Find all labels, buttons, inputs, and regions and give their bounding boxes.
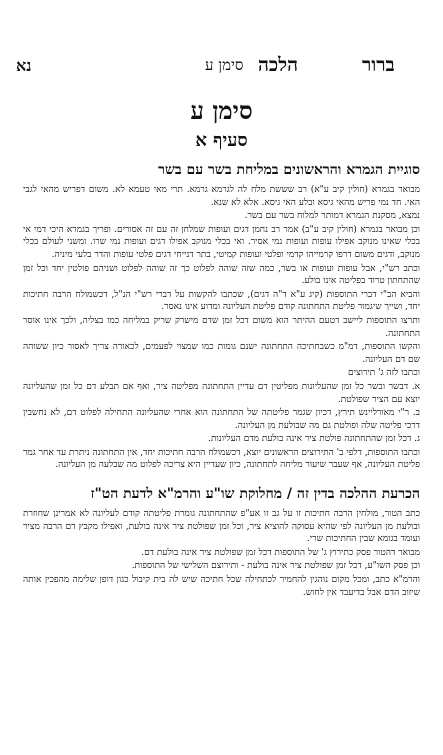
section-heading: סוגיית הגמרא והראשונים במליחת בשר עם בשר — [158, 162, 420, 178]
paragraph: וכתבו התוספות, דלפי ב' התירוצים הראשונים יוצא, דכשמולח הרבה חתיכות יחד, אין התחתונה ניתרת עד אחר גמר פליטת העליונה, אף שעבר שיעור מליחה לתחתונה, כיון שעדיין היא צריכה לפלוט מה שבלעה מן העליונה. — [23, 447, 420, 471]
running-head — [0, 56, 443, 82]
paragraph: והקשו התוספות, דמ"מ כשבחתיכה התחתונה ישנם גומות כמו שמצוי לפעמים, לכאורה צריך לאסור כיון ששוהה שם דם העליונה. — [23, 342, 420, 365]
paragraph: כתב הטור, מולחין הרבה חתיכות זו על גב זו אע"פ שהתחתונה גומרת פליטתה קודם לעליונה לא אמרינן שחוזרת ובולעת מן העליונה לפי שהיא עסוקה להוציא ציר, וכל זמן שפולטת ציר אינה בולעת, ואפילו מקבץ דם הרבה מציר ועומד בגומא שבין החתיכות שרי. — [23, 509, 420, 545]
running-head-halacha: הלכה — [258, 54, 299, 76]
paragraph: ב. ר"י מאורליינש תירץ, דכיון שגמר פליטתה של התחתונה הוא אחרי שהעליונה התחילה לפלוט דם, לא נחשבין דרכי פליטה שלה ופולטת גם מה שבולעת מן העליונה. — [23, 408, 420, 431]
paragraph: וכתב רש"י, אבל עופות ועופות או בשר, כמה שזה שוהה לפלוט כך זה שוהה לפלוט ושניהם פולטין יחד וכל זמן שהתחתון טרוד בפליטה אינו בולע. — [23, 263, 420, 287]
paragraph: וכן פסק השו"ע, דכל זמן שפולטת ציר אינה בולעת - ותירוצם השלישי של התוספות. — [131, 561, 420, 572]
paragraph: והביא הב"י דברי התוספות (קיג ע"א ד"ה דגים), שכתבו להקשות על דברי רש"י הנ"ל, דכשמולח הרבה חתיכות יחד, ושייך שיגמור פליטת התחתונה קודם פליטת העליונה ומדוע אינו נאסר. — [23, 289, 420, 313]
section-heading: הכרעת ההלכה בדין זה / מחלוקת שו"ע והרמ"א לדעת הט"ז — [90, 486, 420, 503]
paragraph: נמצא, מסקנת הגמרא דמותר למלוח בשר עם בשר. — [244, 211, 420, 222]
paragraph: א. דבשר ובשר כל זמן שהעליונות מפליטין דם עדיין התחתונה מפליטה ציר, ואף אם תבלע דם כל זמן שהעליונה יוצא עם הציר שפולטת. — [23, 381, 420, 405]
page-number: נא — [16, 56, 32, 75]
paragraph: וכן מבואר בגמרא (חולין קיב ע"ב) אמר רב נחמן דגים ועופות שמלחן זה עם זה אסורים. ופריך בגמרא היכי דמי אי בכלי שאינו מנוקב אפילו עופות ועופות נמי אסיר. ואי בכלי מנוקב אפילו דגים ועופות נמי שרו. ומשני לעולם בכלי מנוקב, ודגים משום דרפו קרמייהו קדמי ופלטי ועופות קמיטי, בתר דנייחי דגים פלטי עופות והדר בלעי מיניה. — [23, 224, 420, 260]
paragraph: והרמ"א כתב, ומכל מקום נוהגין להחמיר לכתחילה שכל חתיכה שיש לה בית קיבול כגון דופן שלימה מהפכין אותה שיזוב הדם אבל בדיעבד אין לחוש. — [23, 575, 420, 598]
paragraph: מבואר דהטור פסק כתירוץ ג' של התוספות דכל זמן שפולטת ציר אינה בולעת דם. — [141, 547, 420, 558]
section-subtitle: סעיף א — [195, 130, 248, 151]
paragraph: וכתבו לזה ג' תירוצים — [347, 368, 420, 379]
page-body — [23, 154, 420, 600]
paragraph: ג. דכל זמן שהתחתונה פולטת ציר אינה בולעת מדם העליונות. — [208, 434, 420, 445]
running-head-baruch: ברור — [362, 54, 395, 76]
running-head-siman: סימן ע — [205, 56, 244, 74]
paragraph: מבואר בגמרא (חולין קיב ע"א) רב שששת מלח לה לגרמא גרמא. תרי מאי טעמא לא. משום דפריש מהאי לגבי האי. חד נמי פריש מהאי גיסא ובלע האי גיסא. אלא לא שנא. — [23, 185, 420, 208]
chapter-title: סימן ע — [190, 96, 253, 125]
paragraph: ותרצו התוספות ליישב דטעם ההיתר הוא משום דכל זמן שדם מישרק שריק במליחה כמו בצליה, ולכך אינו אוסר התחתונה. — [23, 315, 420, 339]
